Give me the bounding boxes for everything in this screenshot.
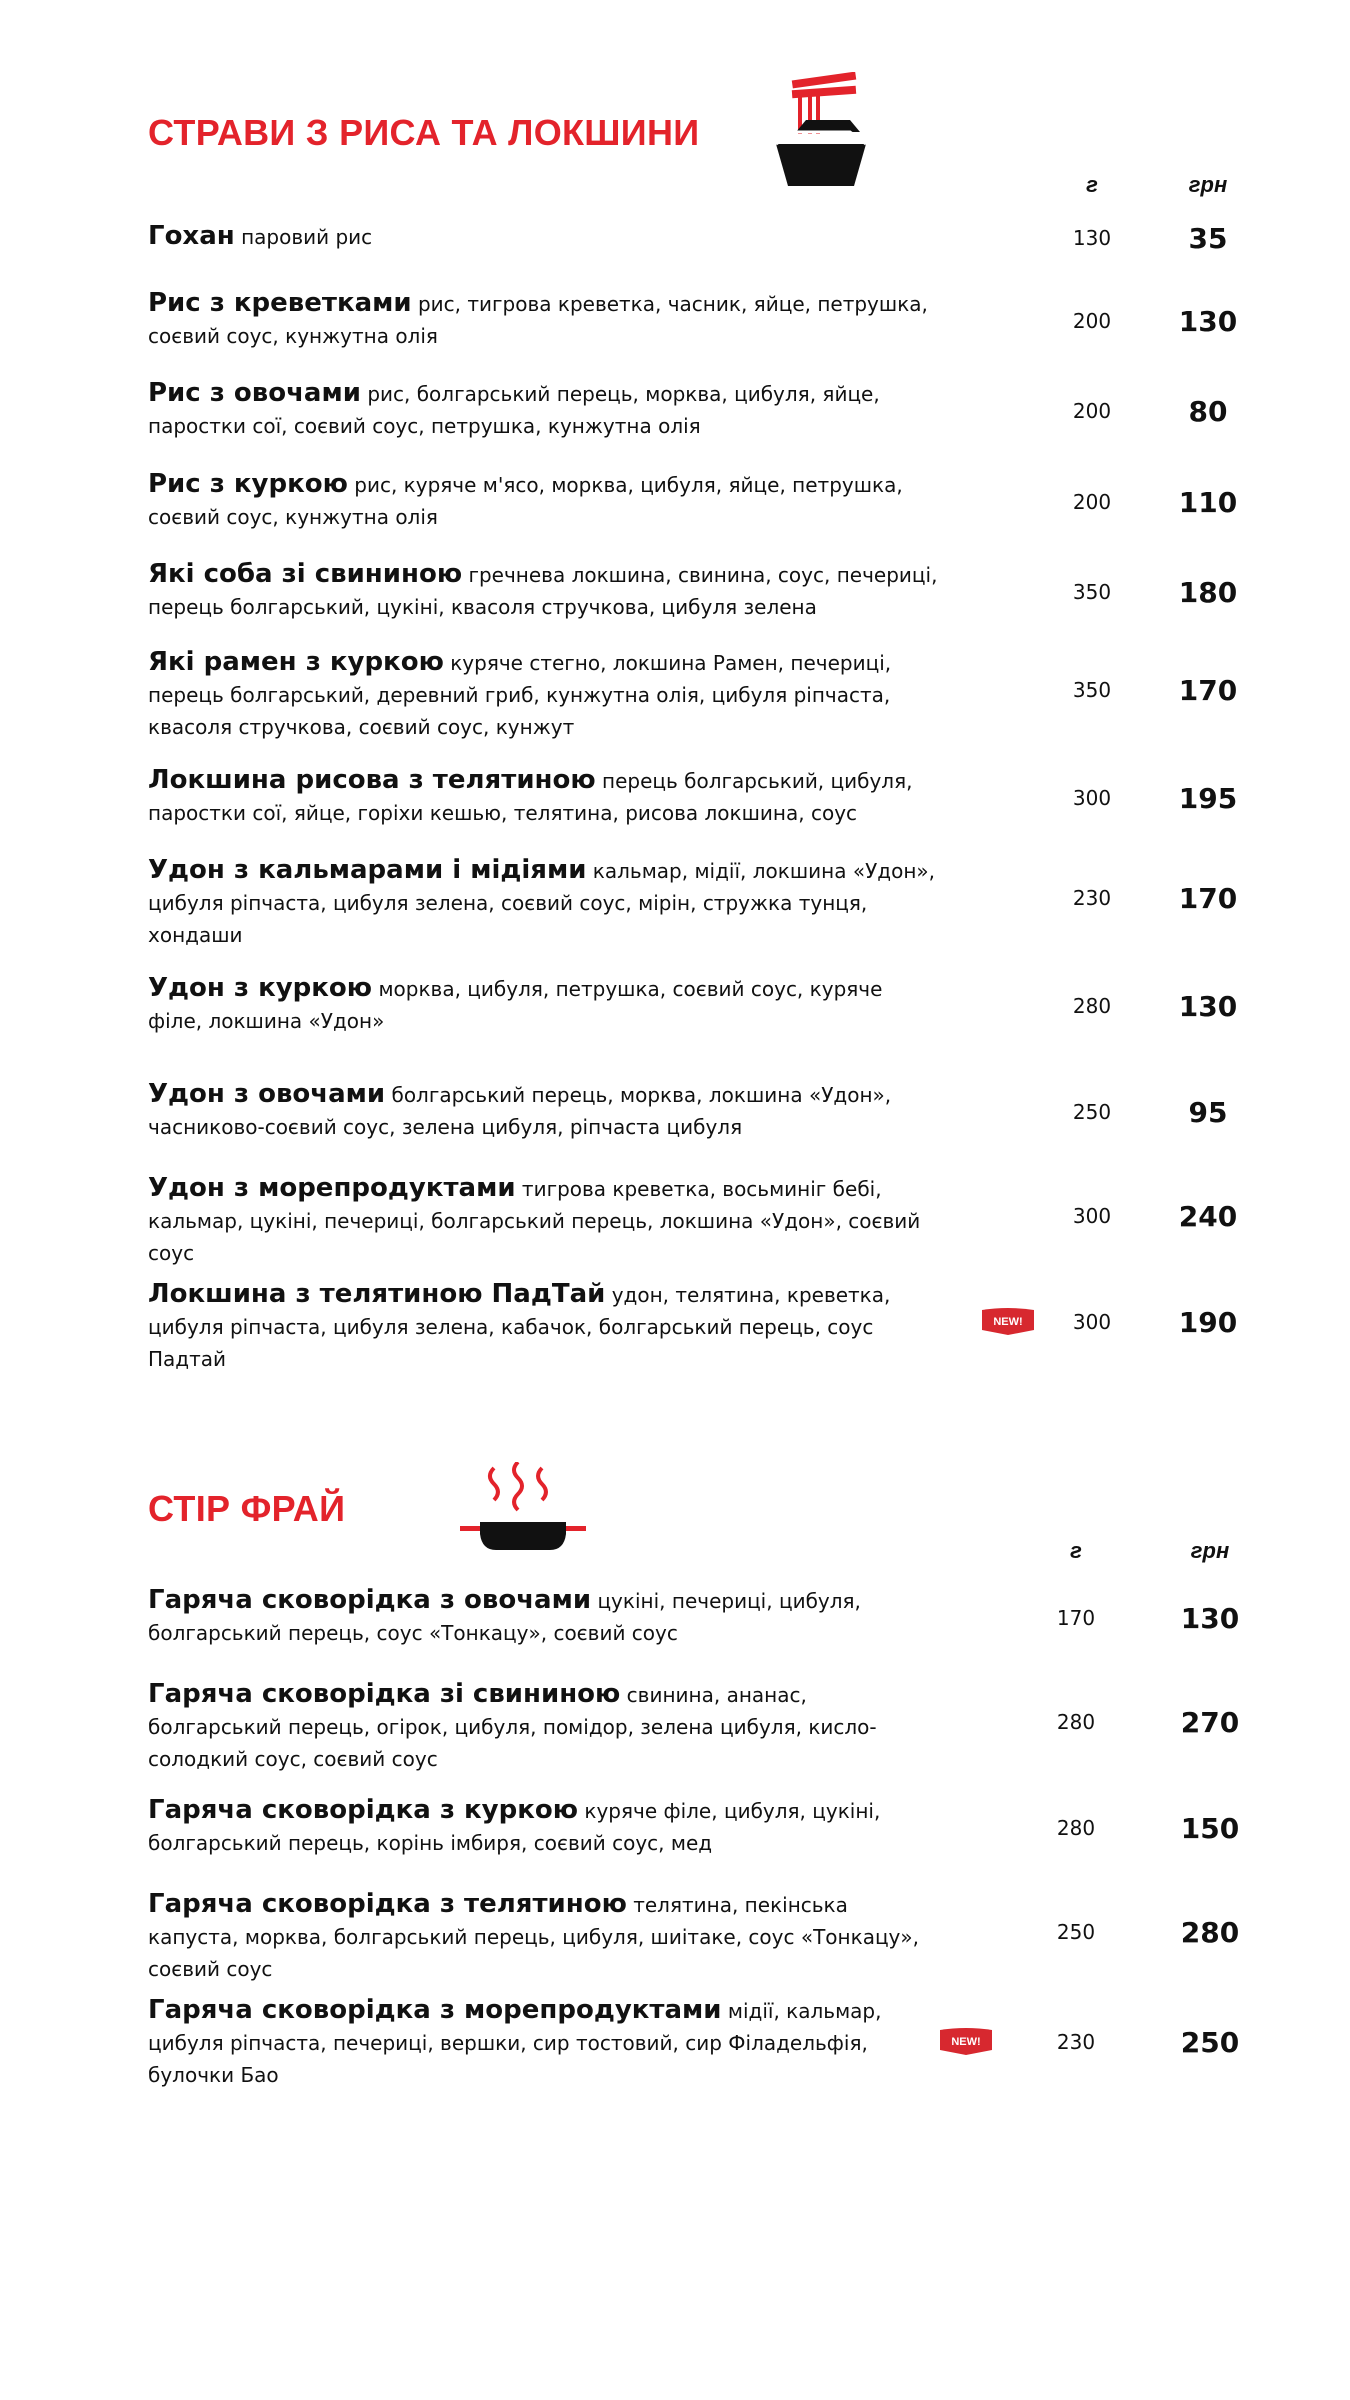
- section-title: СТРАВИ З РИСА ТА ЛОКШИНИ: [148, 112, 700, 153]
- dish-name: Удон з морепродуктами: [148, 1173, 516, 1203]
- dish-weight: 350: [1072, 580, 1112, 604]
- dish-name: Удон з куркою: [148, 973, 373, 1003]
- dish-price: 130: [1180, 1602, 1240, 1635]
- menu-item: [148, 854, 1238, 951]
- dish-description: болгарський перець, морква, локшина «Удон», часниково-соєвий соус, зелена цибуля, ріпчаста цибуля: [148, 1083, 892, 1139]
- dish-price: 35: [1188, 222, 1228, 255]
- menu-item: [148, 558, 1238, 623]
- dish-price: 270: [1180, 1706, 1240, 1739]
- weight-column-header: г: [1086, 172, 1098, 197]
- dish-price: 180: [1178, 576, 1238, 609]
- dish-weight: 280: [1056, 1816, 1096, 1840]
- dish-description: мідії, кальмар, цибуля ріпчаста, печериці, вершки, сир тостовий, сир Філадельфія, булочки Бао: [148, 1999, 882, 2087]
- dish-weight: 230: [1072, 886, 1112, 910]
- frying-pan-icon: [460, 1462, 586, 1554]
- dish-price: 190: [1178, 1306, 1238, 1339]
- dish-name: Локшина рисова з телятиною: [148, 765, 596, 795]
- dish-name: Гаряча сковорідка з телятиною: [148, 1889, 627, 1919]
- dish-weight: 200: [1072, 399, 1112, 423]
- dish-name: Які соба зі свининою: [148, 559, 463, 589]
- dish-name: Які рамен з куркою: [148, 647, 444, 677]
- menu-item: [148, 1888, 1238, 1985]
- dish-description: гречнева локшина, свинина, соус, печериці, перець болгарський, цукіні, квасоля стручкова, цибуля зелена: [148, 563, 938, 619]
- dish-description: телятина, пекінська капуста, морква, болгарський перець, цибуля, шиітаке, соус «Тонкацу», соєвий соус: [148, 1893, 919, 1981]
- dish-description: рис, тигрова креветка, часник, яйце, петрушка, соєвий соус, кунжутна олія: [148, 292, 928, 348]
- dish-weight: 200: [1072, 309, 1112, 333]
- dish-weight: 300: [1072, 1310, 1112, 1334]
- dish-description: удон, телятина, креветка, цибуля ріпчаста, цибуля зелена, кабачок, болгарський перець, соус Падтай: [148, 1283, 891, 1371]
- dish-weight: 280: [1056, 1710, 1096, 1734]
- dish-description: перець болгарський, цибуля, паростки сої, яйце, горіхи кешью, телятина, рисова локшина, соус: [148, 769, 913, 825]
- dish-name: Гаряча сковорідка з куркою: [148, 1795, 579, 1825]
- dish-description: куряче стегно, локшина Рамен, печериці, перець болгарський, деревний гриб, кунжутна олія, цибуля ріпчаста, квасоля стручкова, соєвий соус, кунжут: [148, 651, 892, 739]
- dish-price: 80: [1188, 395, 1228, 428]
- dish-weight: 300: [1072, 786, 1112, 810]
- dish-name: Удон з овочами: [148, 1079, 386, 1109]
- menu-item: [148, 1678, 1238, 1775]
- dish-description: паровий рис: [241, 225, 373, 249]
- dish-description: рис, болгарський перець, морква, цибуля, яйце, паростки сої, соєвий соус, петрушка, кунжутна олія: [148, 382, 880, 438]
- section-title: СТІР ФРАЙ: [148, 1488, 346, 1529]
- new-badge-label: NEW!: [951, 2036, 981, 2048]
- menu-item: [148, 1078, 1238, 1143]
- menu-item: [148, 972, 1238, 1037]
- price-column-header: грн: [1190, 1538, 1230, 1563]
- menu-item: [148, 1278, 1238, 1375]
- dish-price: 280: [1180, 1916, 1240, 1949]
- dish-price: 240: [1178, 1200, 1238, 1233]
- dish-description: морква, цибуля, петрушка, соєвий соус, куряче філе, локшина «Удон»: [148, 977, 883, 1033]
- menu-item: [148, 377, 1238, 442]
- dish-price: 95: [1188, 1096, 1228, 1129]
- dish-description: цукіні, печериці, цибуля, болгарський перець, соус «Тонкацу», соєвий соус: [148, 1589, 861, 1645]
- dish-name: Рис з креветками: [148, 288, 412, 318]
- dish-price: 170: [1178, 674, 1238, 707]
- dish-description: тигрова креветка, восьминіг бебі, кальмар, цукіні, печериці, болгарський перець, локшина «Удон», соєвий соус: [148, 1177, 921, 1265]
- dish-weight: 200: [1072, 490, 1112, 514]
- dish-weight: 230: [1056, 2030, 1096, 2054]
- dish-price: 250: [1180, 2026, 1240, 2059]
- dish-name: Гаряча сковорідка з морепродуктами: [148, 1995, 722, 2025]
- dish-description: рис, куряче м'ясо, морква, цибуля, яйце, петрушка, соєвий соус, кунжутна олія: [148, 473, 903, 529]
- dish-name: Рис з овочами: [148, 378, 361, 408]
- dish-name: Гаряча сковорідка з овочами: [148, 1585, 592, 1615]
- dish-weight: 280: [1072, 994, 1112, 1018]
- dish-name: Локшина з телятиною ПадТай: [148, 1279, 606, 1309]
- dish-weight: 250: [1072, 1100, 1112, 1124]
- new-badge-label: NEW!: [993, 1316, 1023, 1328]
- noodle-box-icon: [768, 72, 872, 190]
- dish-price: 130: [1178, 990, 1238, 1023]
- new-badge: [980, 1306, 1036, 1336]
- dish-name: Удон з кальмарами і мідіями: [148, 855, 587, 885]
- menu-item: [148, 1172, 1238, 1269]
- weight-column-header: г: [1070, 1538, 1082, 1563]
- menu-item: [148, 287, 1238, 352]
- menu-item: [148, 646, 1238, 743]
- dish-description: кальмар, мідії, локшина «Удон», цибуля ріпчаста, цибуля зелена, соєвий соус, мірін, стружка тунця, хондаши: [148, 859, 936, 947]
- dish-name: Гаряча сковорідка зі свининою: [148, 1679, 621, 1709]
- menu-item: [148, 468, 1238, 533]
- dish-description: свинина, ананас, болгарський перець, огірок, цибуля, помідор, зелена цибуля, кисло-солодкий соус, соєвий соус: [148, 1683, 877, 1771]
- price-column-header: грн: [1188, 172, 1228, 197]
- menu-item: [148, 220, 1238, 253]
- dish-price: 130: [1178, 305, 1238, 338]
- dish-weight: 170: [1056, 1606, 1096, 1630]
- dish-description: куряче філе, цибуля, цукіні, болгарський перець, корінь імбиря, соєвий соус, мед: [148, 1799, 881, 1855]
- dish-price: 110: [1178, 486, 1238, 519]
- dish-weight: 250: [1056, 1920, 1096, 1944]
- dish-name: Рис з куркою: [148, 469, 348, 499]
- new-badge: [938, 2026, 994, 2056]
- dish-name: Гохан: [148, 221, 235, 251]
- dish-weight: 350: [1072, 678, 1112, 702]
- menu-item: [148, 1794, 1238, 1859]
- dish-price: 170: [1178, 882, 1238, 915]
- dish-price: 195: [1178, 782, 1238, 815]
- dish-weight: 130: [1072, 226, 1112, 250]
- dish-price: 150: [1180, 1812, 1240, 1845]
- menu-item: [148, 1994, 1238, 2091]
- menu-item: [148, 764, 1238, 829]
- dish-weight: 300: [1072, 1204, 1112, 1228]
- menu-item: [148, 1584, 1238, 1649]
